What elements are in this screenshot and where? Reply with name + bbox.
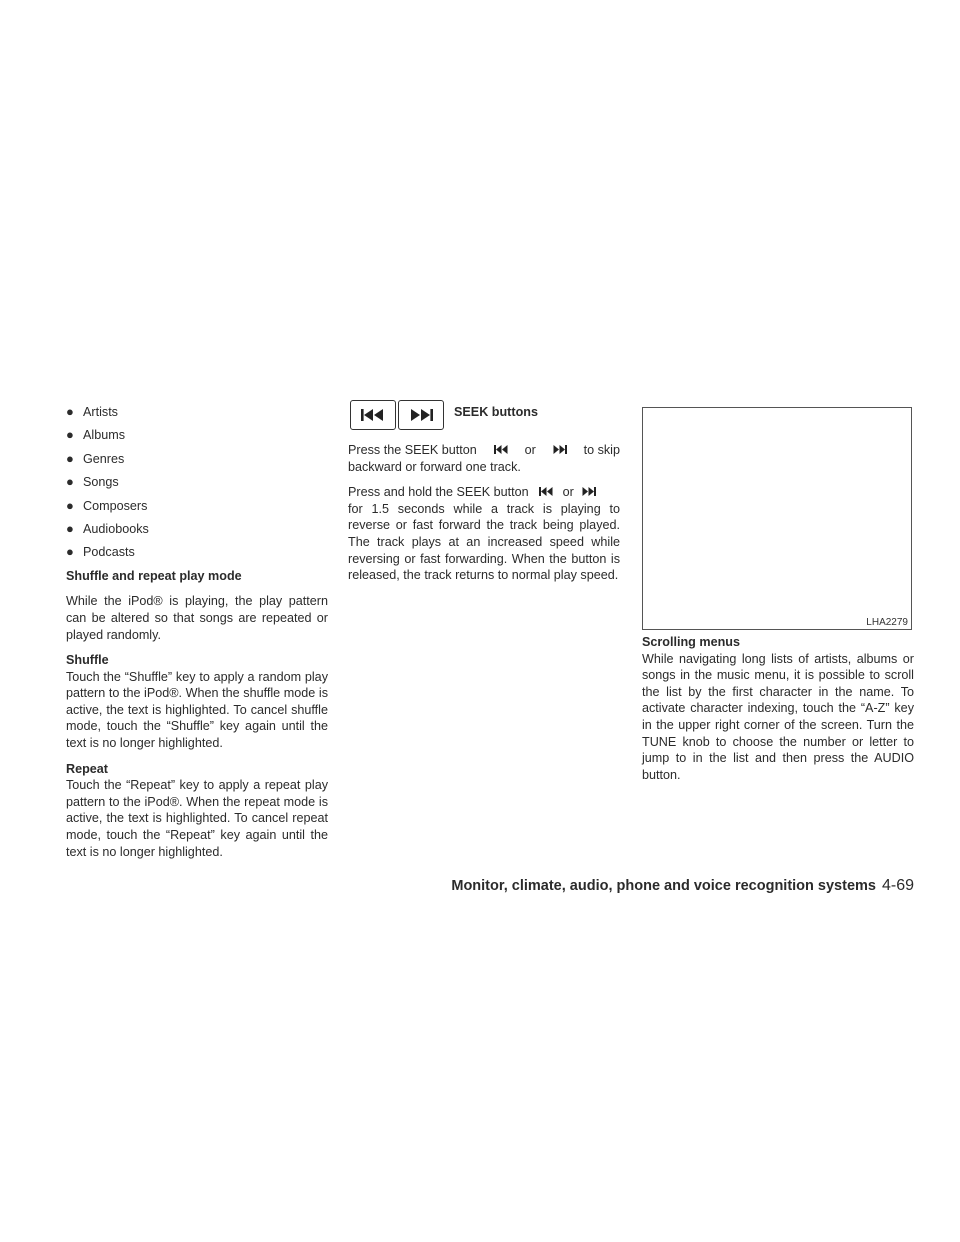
seek-back-button-graphic (350, 400, 396, 430)
seek-paragraph-2: for 1.5 seconds while a track is playing to reverse or fast forward the track being played. The track plays at an increased speed while reversing or fast forwarding. When the button is released, the track returns to normal play speed. (348, 501, 620, 583)
skip-back-icon (539, 484, 553, 501)
figure-code: LHA2279 (866, 617, 908, 628)
bullet-icon: ● (66, 497, 74, 513)
right-column (642, 634, 914, 789)
list-item: ● Artists (66, 404, 118, 419)
list-item: ● Podcasts (66, 544, 135, 560)
skip-forward-icon (582, 484, 596, 501)
list-item: ● Songs (66, 474, 119, 490)
bullet-icon: ● (66, 404, 74, 419)
scrolling-menus-text: While navigating long lists of artists, albums or songs in the music menu, it is possible to scroll the list by the first character in the name. To activate character indexing, touch the “A-Z” key in the upper right corner of the screen. Turn the TUNE knob to choose the number or letter to jump to in the list and then press the AUDIO button. (642, 651, 914, 782)
seek-forward-button-graphic (398, 400, 444, 430)
left-column (66, 404, 328, 866)
repeat-heading: Repeat (66, 761, 108, 776)
shuffle-heading: Shuffle (66, 653, 109, 668)
skip-forward-icon (553, 442, 567, 459)
seek-buttons-heading: SEEK buttons (454, 405, 538, 419)
list-item: ● Albums (66, 427, 125, 443)
repeat-text: Touch the “Repeat” key to apply a repeat play pattern to the iPod®. When the repeat mode is active, the text is highlighted. To cancel repeat mode, touch the “Repeat” key again until the text is no longer highlighted. (66, 778, 328, 859)
music-category-list (66, 404, 328, 561)
page-footer (451, 877, 914, 895)
bullet-icon: ● (66, 427, 74, 443)
bullet-icon: ● (66, 474, 74, 490)
shuffle-repeat-heading: Shuffle and repeat play mode (66, 568, 242, 583)
skip-back-icon (360, 408, 386, 422)
seek-buttons-row (348, 404, 620, 436)
shuffle-repeat-intro: While the iPod® is playing, the play pattern can be altered so that songs are repeated or played randomly. (66, 594, 328, 642)
shuffle-text: Touch the “Shuffle” key to apply a random play pattern to the iPod®. When the shuffle mode is active, the text is highlighted. To cancel shuffle mode, touch the “Shuffle” key again until the text is no longer highlighted. (66, 669, 328, 751)
bullet-icon: ● (66, 450, 74, 466)
page-number: 4-69 (881, 877, 914, 894)
list-item: ● Genres (66, 450, 125, 466)
middle-column (348, 404, 620, 590)
bullet-icon: ● (66, 544, 74, 560)
scrolling-menus-heading: Scrolling menus (642, 635, 740, 649)
skip-back-icon (494, 442, 508, 459)
list-item: ● Audiobooks (66, 520, 149, 536)
screen-illustration-figure (642, 407, 912, 630)
section-title: Monitor, climate, audio, phone and voice recognition systems (451, 878, 876, 894)
seek-paragraph-1-line: Press the SEEK button or to skip (348, 443, 620, 457)
skip-forward-icon (408, 408, 434, 422)
list-item: ● Composers (66, 497, 148, 513)
seek-paragraph-2-line: Press and hold the SEEK button or (348, 484, 620, 501)
seek-paragraph-1: backward or forward one track. (348, 459, 521, 474)
bullet-icon: ● (66, 520, 74, 536)
